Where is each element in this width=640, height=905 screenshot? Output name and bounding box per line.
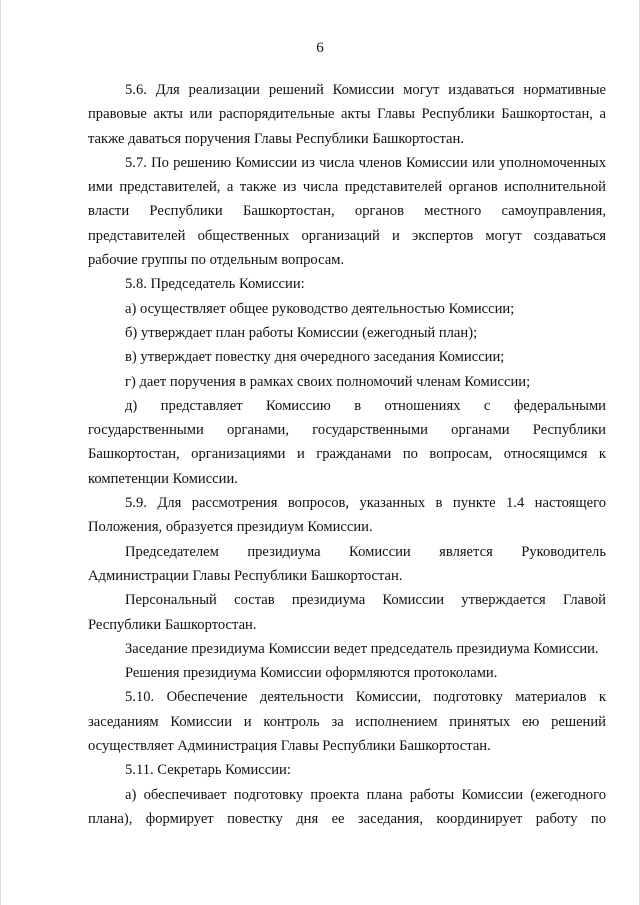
paragraph-5-11: 5.11. Секретарь Комиссии: — [125, 762, 291, 779]
secretary-item-a: а) обеспечивает подготовку проекта плана работы Комиссии (ежегодного плана), формирует повестку дня ее заседания, координирует работу по — [88, 786, 606, 827]
list-item-g: г) дает поручения в рамках своих полномочий членам Комиссии; — [125, 373, 531, 390]
list-item-b: б) утверждает план работы Комиссии (ежегодный план); — [125, 324, 478, 341]
list-item-a: а) осуществляет общее руководство деятельностью Комиссии; — [125, 300, 515, 317]
paragraph-5-9: 5.9. Для рассмотрения вопросов, указанных в пункте 1.4 настоящего Положения, образуется президиум Комиссии. — [88, 495, 606, 536]
list-item-d: д) представляет Комиссию в отношениях с федеральными государственными органами, государственными органами Республики Башкортостан, организациями и гражданами по вопросам, относящимся к компетенции Комиссии. — [88, 397, 606, 487]
paragraph-presidium-composition: Персональный состав президиума Комиссии утверждается Главой Республики Башкортостан. — [88, 592, 606, 633]
paragraph-5-8: 5.8. Председатель Комиссии: — [125, 276, 305, 293]
paragraph-5-10: 5.10. Обеспечение деятельности Комиссии, подготовку материалов к заседаниям Комиссии и контроль за исполнением принятых ею решений осуществляет Администрация Главы Республики Башкортостан. — [88, 689, 606, 755]
paragraph-5-6: 5.6. Для реализации решений Комиссии могут издаваться нормативные правовые акты или распорядительные акты Главы Республики Башкортостан, а также даваться поручения Главы Республики Башкортостан. — [88, 82, 606, 147]
scan-edge-left — [0, 0, 1, 905]
paragraph-presidium-decisions: Решения президиума Комиссии оформляются протоколами. — [125, 665, 498, 682]
document-body — [88, 78, 606, 831]
list-item-v: в) утверждает повестку дня очередного заседания Комиссии; — [125, 349, 505, 366]
paragraph-presidium-chair: Председателем президиума Комиссии является Руководитель Администрации Главы Республики Башкортостан. — [88, 543, 606, 584]
page-number: 6 — [316, 40, 324, 56]
paragraph-presidium-meeting: Заседание президиума Комиссии ведет председатель президиума Комиссии. — [125, 640, 599, 657]
paragraph-5-7: 5.7. По решению Комиссии из числа членов Комиссии или уполномоченных ими представителей, а также из числа представителей органов исполнительной власти Республики Башкортостан, органов местного самоуправления, представителей общественных организаций и экспертов могут создаваться рабочие группы по отдельным вопросам. — [88, 154, 606, 269]
